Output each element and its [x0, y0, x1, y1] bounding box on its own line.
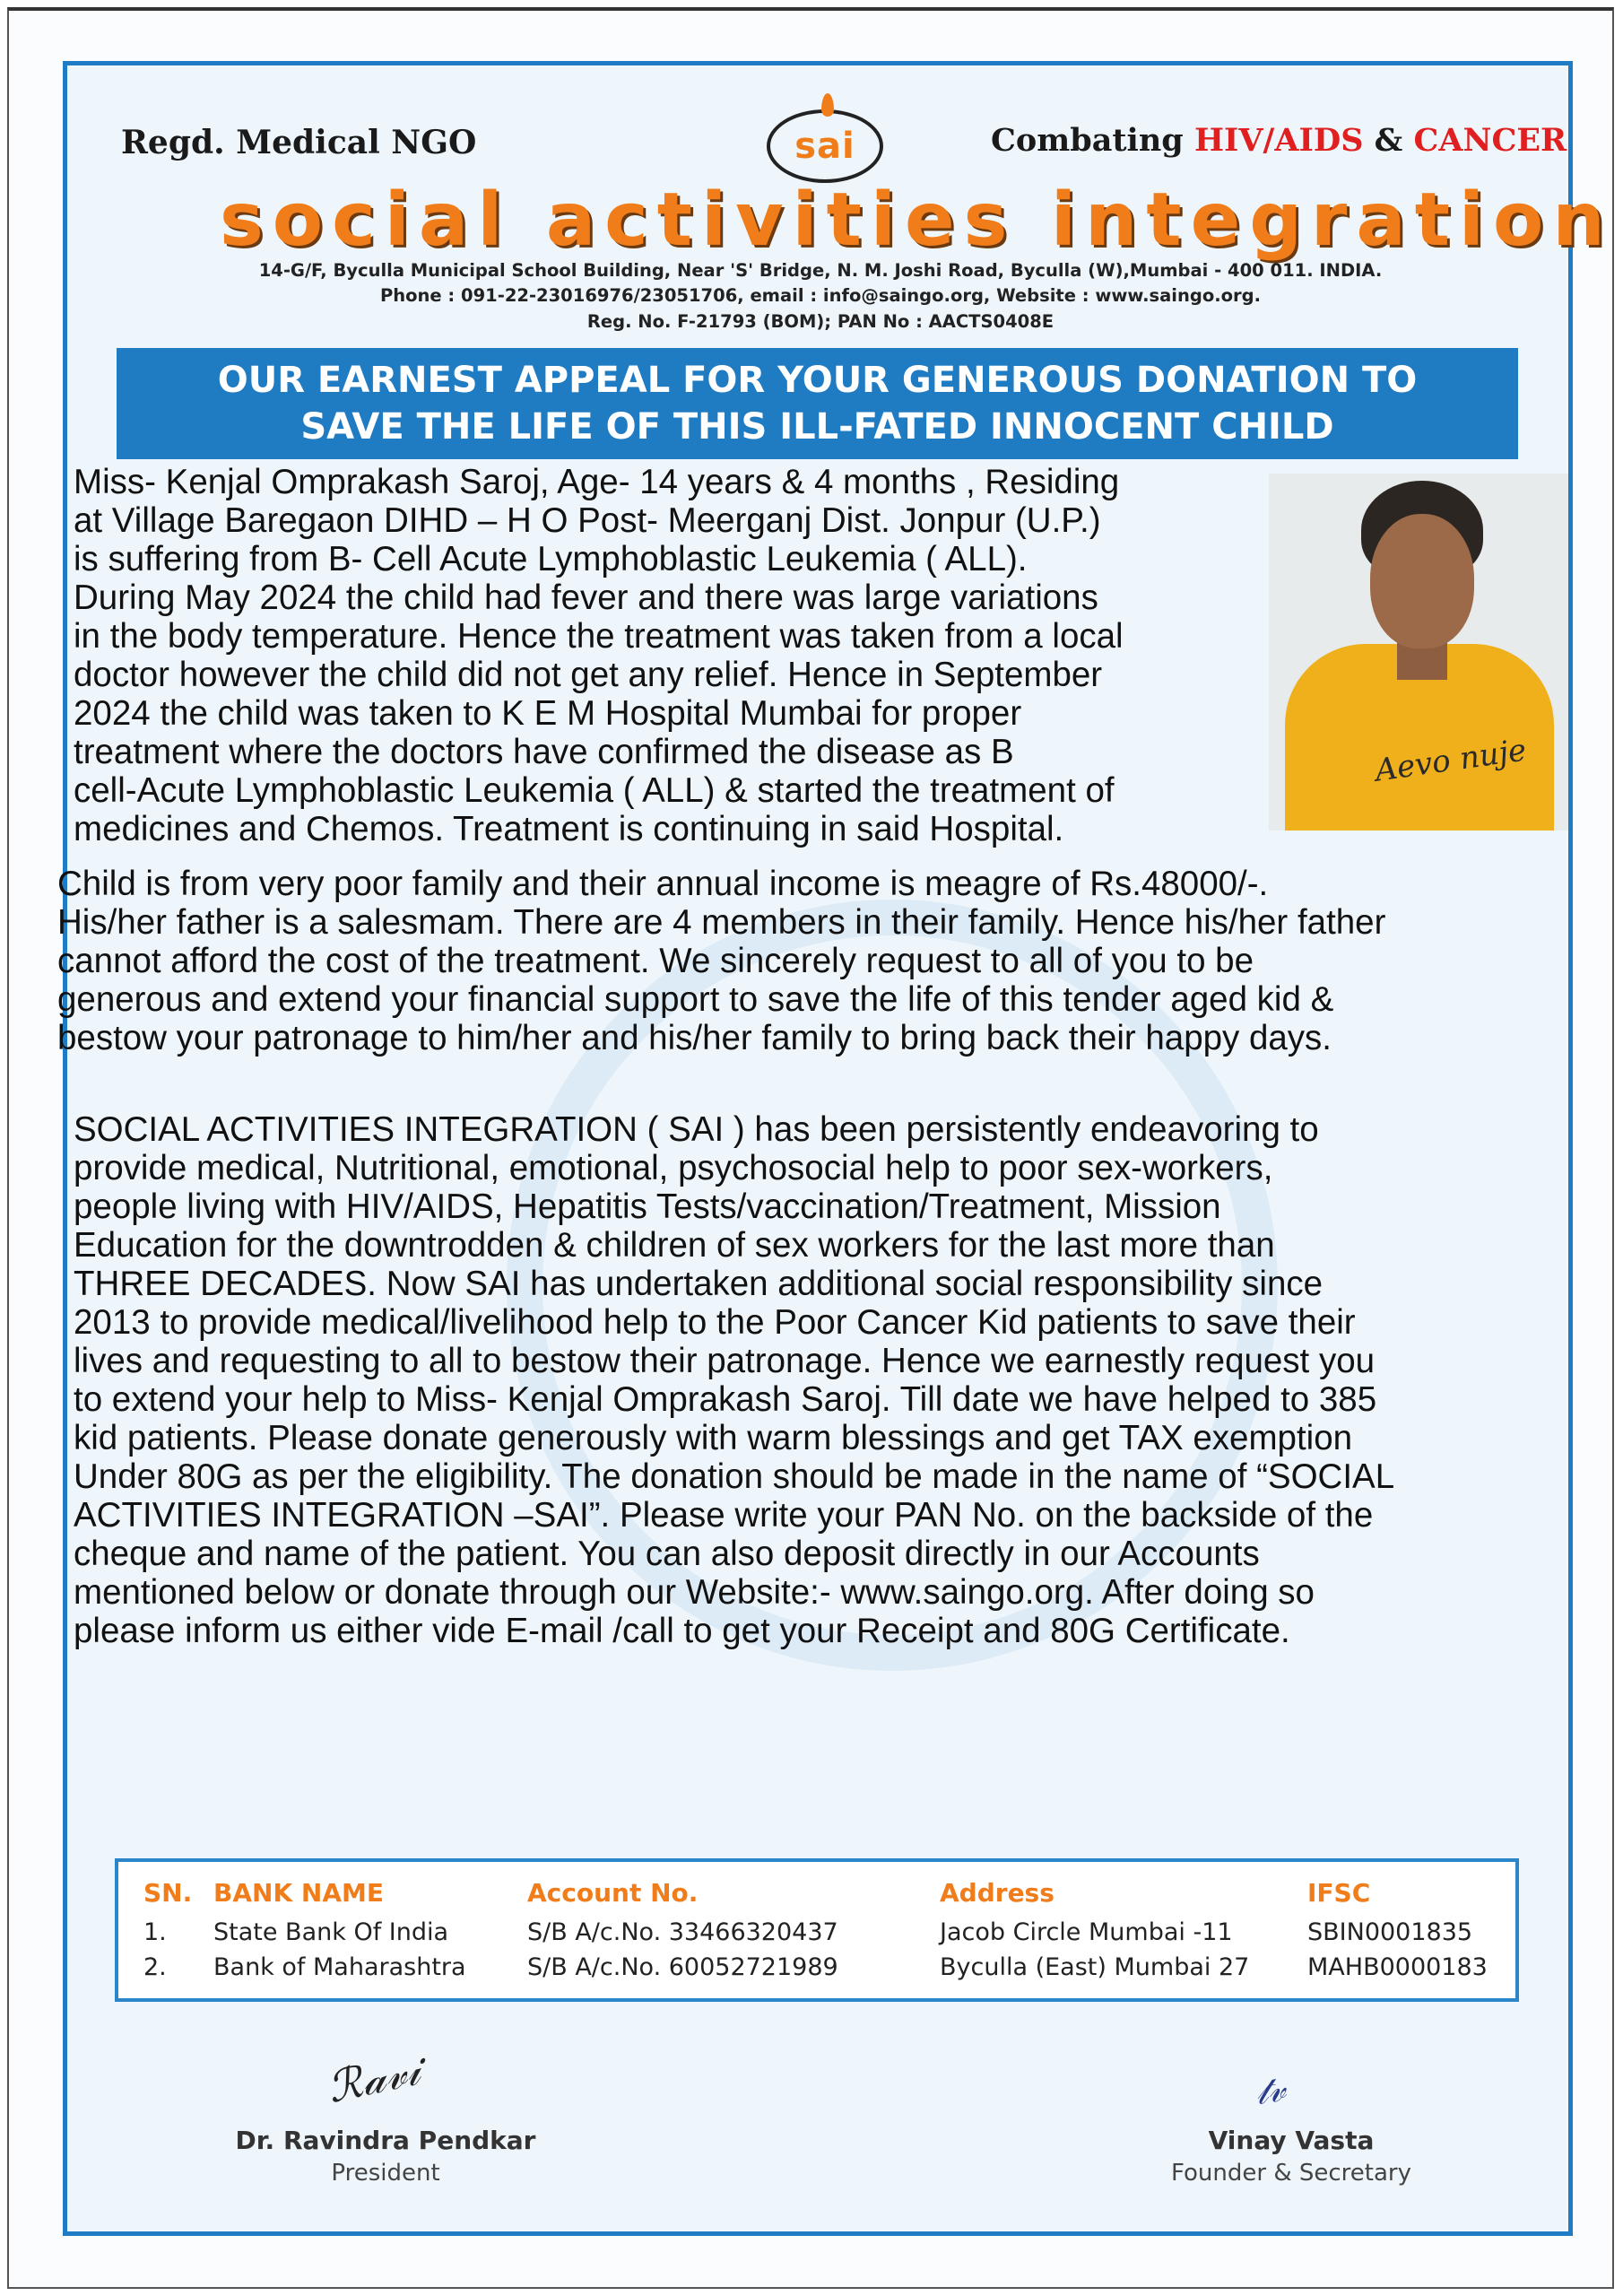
col-bank-name: BANK NAME [213, 1878, 384, 1908]
bank-address: Jacob Circle Mumbai -11 [940, 1918, 1233, 1946]
bank-details-table [143, 1871, 1505, 1985]
tagline-cancer: CANCER [1413, 122, 1567, 159]
bank-header-row [143, 1871, 1505, 1915]
secretary-signature: 𝓉𝓋 [1252, 2067, 1289, 2114]
combating-tagline [991, 122, 1567, 159]
logo-text: sai [794, 126, 855, 167]
contact-line: Phone : 091-22-23016976/23051706, email : info@saingo.org, Website : www.saingo.org. [379, 285, 1262, 306]
organization-name: social activities integration [220, 178, 1614, 263]
president-title: President [331, 2160, 440, 2187]
bank-details-box [115, 1858, 1519, 2002]
table-row [143, 1950, 1505, 1985]
bank-address: Byculla (East) Mumbai 27 [940, 1953, 1250, 1981]
address-line: 14-G/F, Byculla Municipal School Building, Near 'S' Bridge, N. M. Joshi Road, Byculla (W),Mumbai - 400 011. INDIA. [258, 260, 1383, 281]
secretary-title: Founder & Secretary [1171, 2160, 1411, 2187]
regd-ngo-tag: Regd. Medical NGO [121, 124, 477, 161]
sai-mission-paragraph: SOCIAL ACTIVITIES INTEGRATION ( SAI ) has been persistently endeavoring to provide medical, Nutritional, emotional, psychosocial help to poor sex-workers, people living with HIV/AIDS, Hepatitis Tests/vaccination/Treatment, Mission Education for the downtrodden & children of sex workers for the last more than THREE DECADES. Now SAI has undertaken additional social responsibility since 2013 to provide medical/livelihood help to the Poor Cancer Kid patients to save their lives and requesting to all to bestow their patronage. Hence we earnestly request you to extend your help to Miss- Kenjal Omprakash Saroj. Till date we have helped to 385 kid patients. Please donate generously with warm blessings and get TAX exemption Under 80G as per the eligibility. The donation should be made in the name of “SOCIAL ACTIVITIES INTEGRATION –SAI”. Please write your PAN No. on the backside of the cheque and name of the patient. You can also deposit directly in our Accounts mentioned below or donate through our Website:- www.saingo.org. After doing so please inform us either vide E-mail /call to get your Receipt and 80G Certificate. [74, 1110, 1395, 1650]
table-row [143, 1915, 1505, 1950]
tagline-hiv: HIV/AIDS [1193, 122, 1364, 159]
photo-shirt-text: Aevo nuje [1373, 732, 1529, 789]
col-ifsc: IFSC [1307, 1878, 1371, 1908]
secretary-name: Vinay Vasta [1208, 2126, 1375, 2155]
sai-logo [767, 109, 883, 183]
col-sn: SN. [143, 1878, 193, 1908]
registration-line: Reg. No. F-21793 (BOM); PAN No : AACTS0408E [586, 311, 1055, 332]
bank-ifsc: MAHB0000183 [1307, 1953, 1488, 1981]
appeal-line-2: SAVE THE LIFE OF THIS ILL-FATED INNOCENT CHILD [300, 406, 1334, 448]
appeal-line-1: OUR EARNEST APPEAL FOR YOUR GENEROUS DONATION TO [217, 360, 1418, 401]
family-situation-paragraph: Child is from very poor family and their annual income is meagre of Rs.48000/-. His/her father is a salesmam. There are 4 members in their family. Hence his/her father cannot afford the cost of the treatment. We sincerely request to all of you to be generous and extend your financial support to save the life of this tender aged kid & bestow your patronage to him/her and his/her family to bring back their happy days. [57, 865, 1386, 1057]
bank-ifsc: SBIN0001835 [1307, 1918, 1473, 1946]
tagline-amp: & [1363, 122, 1414, 159]
patient-details-paragraph: Miss- Kenjal Omprakash Saroj, Age- 14 years & 4 months , Residing at Village Baregaon DIHD – H O Post- Meerganj Dist. Jonpur (U.P.) is suffering from B- Cell Acute Lymphoblastic Leukemia ( ALL). During May 2024 the child had fever and there was large variations in the body temperature. Hence the treatment was taken from a local doctor however the child did not get any relief. Hence in September 2024 the child was taken to K E M Hospital Mumbai for proper treatment where the doctors have confirmed the disease as B cell-Acute Lymphoblastic Leukemia ( ALL) & started the treatment of medicines and Chemos. Treatment is continuing in said Hospital. [74, 463, 1124, 848]
bank-sn: 2. [143, 1953, 167, 1981]
bank-sn: 1. [143, 1918, 167, 1946]
bank-name: Bank of Maharashtra [213, 1953, 466, 1981]
patient-photo [1269, 474, 1568, 831]
bank-name: State Bank Of India [213, 1918, 449, 1946]
president-signature: ℛ𝒶𝓋𝒾 [323, 2044, 425, 2114]
tagline-prefix: Combating [991, 122, 1194, 159]
col-account-no: Account No. [527, 1878, 699, 1908]
col-address: Address [940, 1878, 1055, 1908]
photo-face [1370, 514, 1474, 648]
bank-account: S/B A/c.No. 33466320437 [527, 1918, 838, 1946]
president-name: Dr. Ravindra Pendkar [235, 2126, 536, 2155]
appeal-banner [117, 348, 1518, 459]
bank-account: S/B A/c.No. 60052721989 [527, 1953, 838, 1981]
